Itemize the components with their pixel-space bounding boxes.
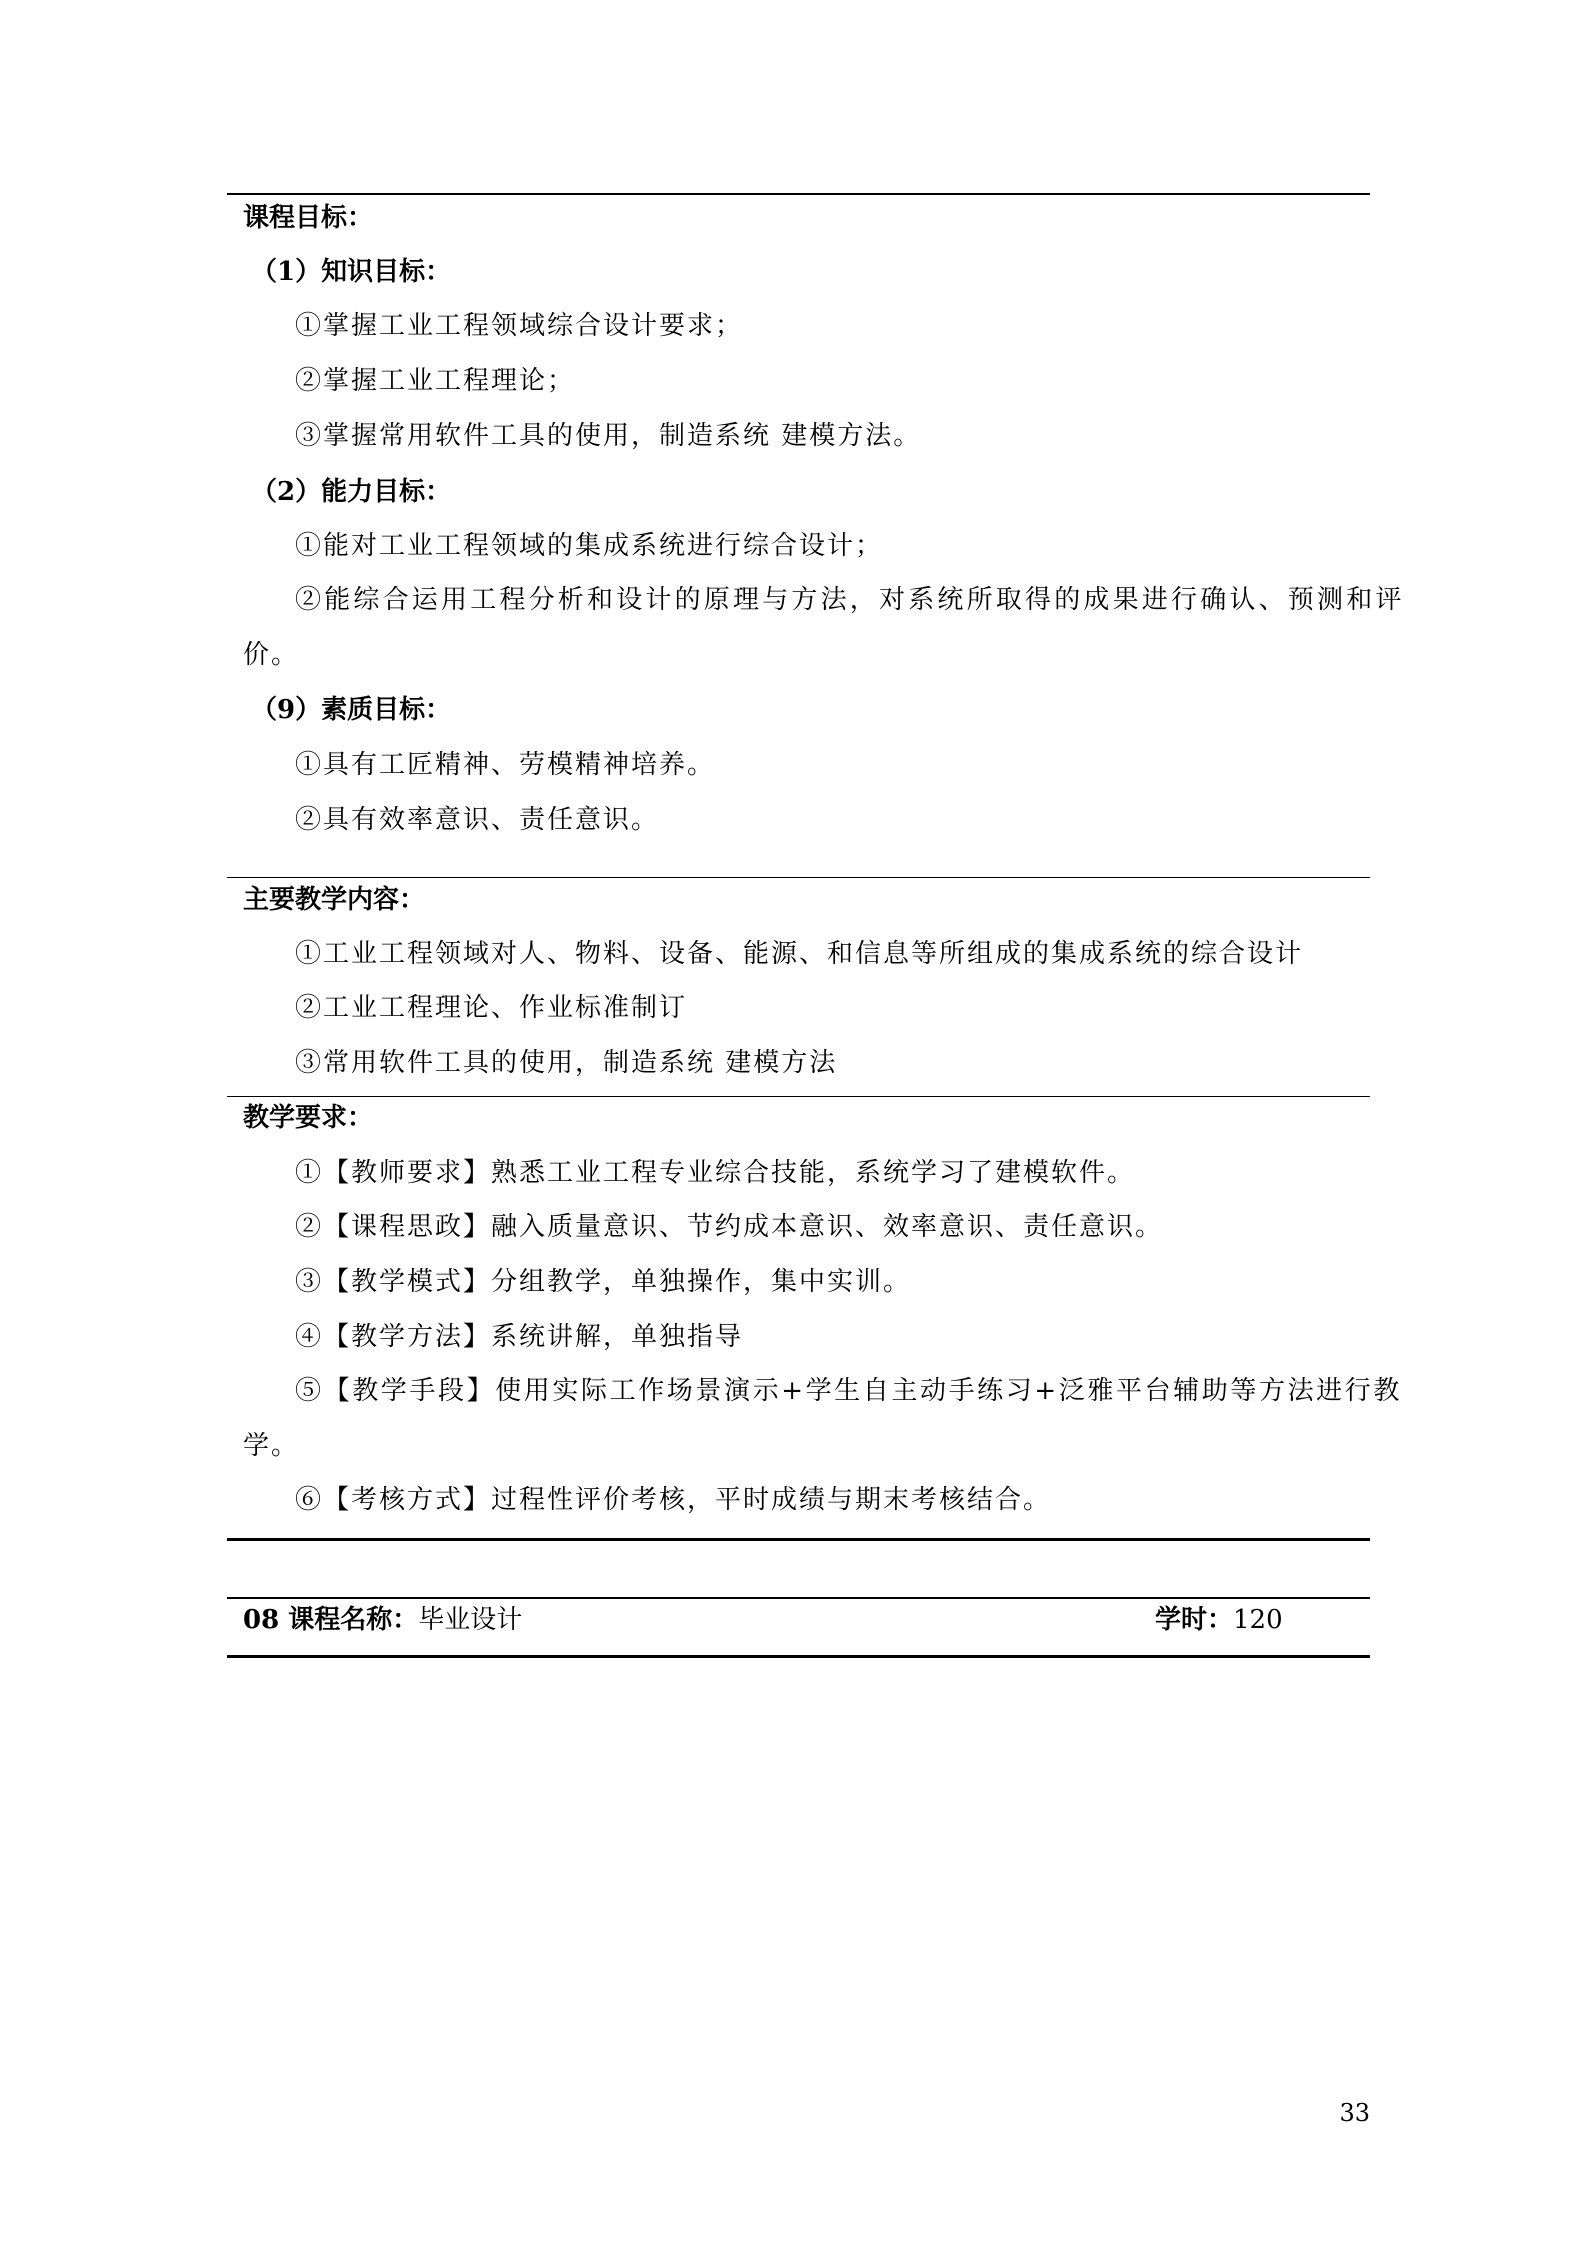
- course-hours: [1155, 1600, 1283, 1640]
- knowledge-goal-item: ②掌握工业工程理论；: [295, 366, 576, 396]
- requirement-item: ⑤【教学手段】使用实际工作场景演示+学生自主动手练习+泛雅平台辅助等方法进行教: [295, 1376, 1402, 1406]
- requirement-item: ③【教学模式】分组教学，单独操作，集中实训。: [295, 1267, 912, 1297]
- quality-goal-item: ②具有效率意识、责任意识。: [295, 805, 660, 835]
- ability-goals-title: （2）能力目标：: [251, 477, 452, 507]
- requirement-item: ④【教学方法】系统讲解，单独指导: [295, 1322, 744, 1352]
- teaching-requirements-heading: 教学要求：: [243, 1103, 374, 1133]
- quality-goal-item: ①具有工匠精神、劳模精神培养。: [295, 750, 716, 780]
- knowledge-goal-item: ①掌握工业工程领域综合设计要求；: [295, 311, 744, 341]
- content-item: ②工业工程理论、作业标准制订: [295, 993, 688, 1023]
- ability-goal-item: ①能对工业工程领域的集成系统进行综合设计；: [295, 531, 884, 561]
- knowledge-goal-item: ③掌握常用软件工具的使用，制造系统 建模方法。: [295, 421, 922, 451]
- course-name-value: 毕业设计: [418, 1605, 523, 1635]
- course-row-top-rule: [227, 1597, 1370, 1599]
- requirement-item: ⑥【考核方式】过程性评价考核，平时成绩与期末考核结合。: [295, 1485, 1052, 1515]
- ability-goal-item-continuation: 价。: [243, 640, 300, 670]
- page-number: 33: [1339, 2099, 1370, 2127]
- requirement-item: ②【课程思政】融入质量意识、节约成本意识、效率意识、责任意识。: [295, 1212, 1164, 1242]
- course-hours-label: 学时：: [1155, 1605, 1234, 1635]
- requirement-item-continuation: 学。: [243, 1431, 300, 1461]
- quality-goals-title: （9）素质目标：: [251, 695, 452, 725]
- content-item: ①工业工程领域对人、物料、设备、能源、和信息等所组成的集成系统的综合设计: [295, 939, 1304, 969]
- course-goals-heading: 课程目标：: [243, 203, 374, 233]
- knowledge-goals-title: （1）知识目标：: [251, 257, 452, 287]
- main-content-heading: 主要教学内容：: [243, 885, 426, 915]
- content-item: ③常用软件工具的使用，制造系统 建模方法: [295, 1048, 838, 1078]
- course-row-bottom-rule: [227, 1655, 1370, 1658]
- top-rule: [227, 193, 1370, 195]
- requirement-item: ①【教师要求】熟悉工业工程专业综合技能，系统学习了建模软件。: [295, 1158, 1136, 1188]
- section-bottom-rule: [227, 1538, 1370, 1541]
- ability-goal-item: ②能综合运用工程分析和设计的原理与方法，对系统所取得的成果进行确认、预测和评: [295, 585, 1405, 615]
- section-divider: [227, 877, 1370, 878]
- course-name-row: [243, 1600, 1143, 1640]
- section-divider: [227, 1096, 1370, 1097]
- course-name-label: 08 课程名称：: [243, 1605, 419, 1635]
- course-hours-value: 120: [1233, 1605, 1283, 1635]
